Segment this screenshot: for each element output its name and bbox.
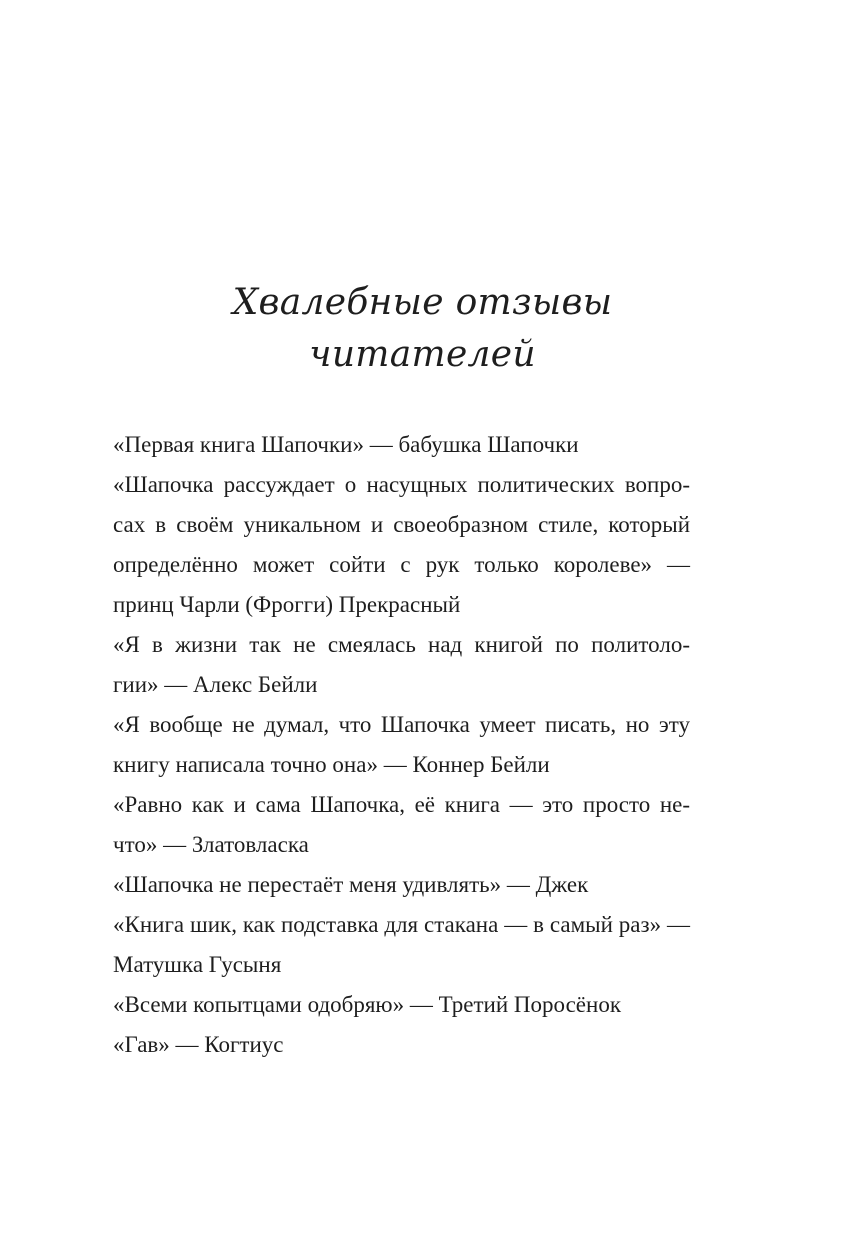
reviews-text	[113, 425, 690, 1065]
review-line: «Первая книга Шапочки» — бабушка Шапочки	[113, 432, 579, 457]
review-line: «Книга шик, как подставка для стакана — в самый раз» —	[113, 912, 690, 937]
review-line: что» — Златовласка	[113, 832, 309, 857]
review-line: сах в своём уникальном и своеобразном стиле, который	[113, 512, 690, 537]
review-line: определённо может сойти с рук только королеве» —	[113, 552, 690, 577]
page-title	[0, 277, 845, 381]
review-line: «Всеми копытцами одобряю» — Третий Поросёнок	[113, 992, 621, 1017]
review-line: «Равно как и сама Шапочка, её книга — это просто не-	[113, 792, 690, 817]
review-line: Матушка Гусыня	[113, 952, 282, 977]
review-line: «Шапочка не перестаёт меня удивлять» — Джек	[113, 872, 589, 897]
page-title-line-2: читателей	[309, 334, 536, 375]
review-line: «Я в жизни так не смеялась над книгой по политоло-	[113, 632, 690, 657]
review-line: гии» — Алекс Бейли	[113, 672, 318, 697]
review-line: «Шапочка рассуждает о насущных политических вопро-	[113, 472, 690, 497]
review-line: книгу написала точно она» — Коннер Бейли	[113, 752, 550, 777]
review-line: принц Чарли (Фрогги) Прекрасный	[113, 592, 461, 617]
review-line: «Гав» — Когтиус	[113, 1032, 284, 1057]
page-title-line-1: Хвалебные отзывы	[232, 282, 613, 323]
review-line: «Я вообще не думал, что Шапочка умеет писать, но эту	[113, 712, 690, 737]
